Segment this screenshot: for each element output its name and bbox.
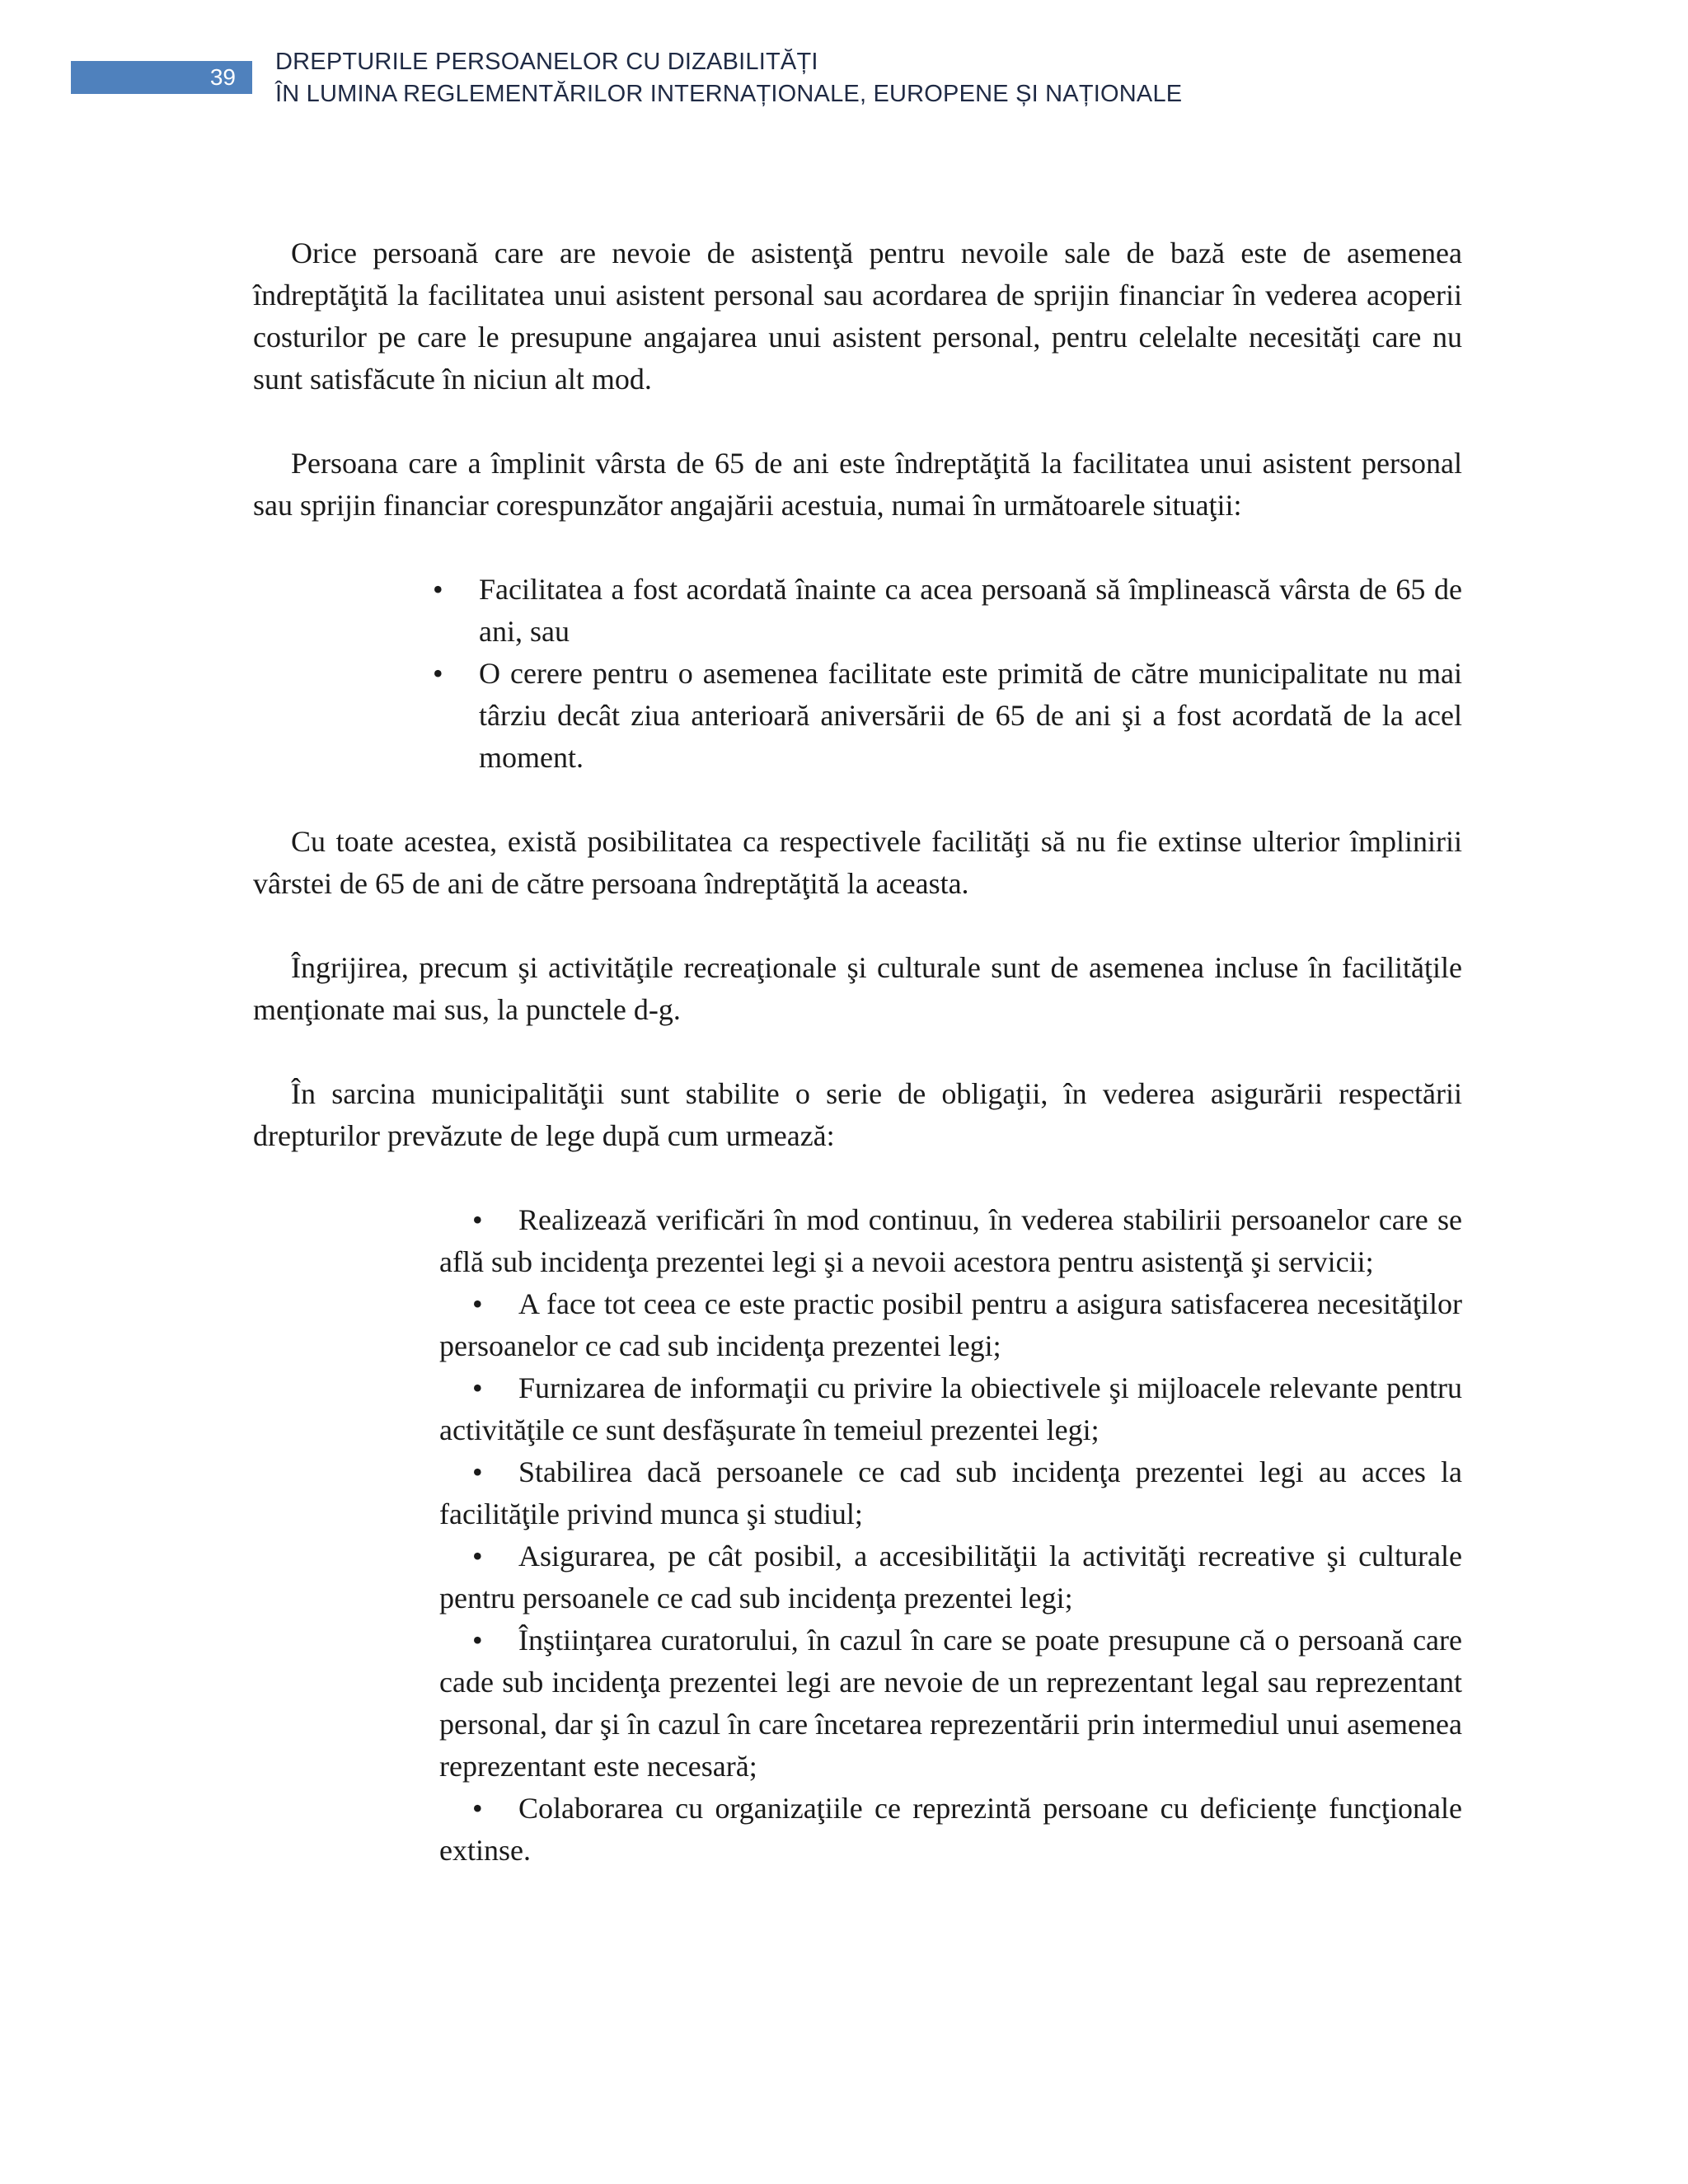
list-item [439, 1199, 1462, 1283]
header-title-line-2: ÎN LUMINA REGLEMENTĂRILOR INTERNAȚIONALE, EUROPENE ȘI NAȚIONALE [275, 81, 1183, 107]
list-item [433, 653, 1462, 779]
list-item-text: Realizează verificări în mod continuu, în vederea stabilirii persoanelor care se află sub incidenţa prezentei legi şi a nevoii acestora pentru asistenţă şi servicii; [439, 1203, 1462, 1278]
bullet-icon: • [472, 1203, 483, 1236]
paragraph: Orice persoană care are nevoie de asistenţă pentru nevoile sale de bază este de asemenea îndreptăţită la facilitatea unui asistent personal sau acordarea de sprijin financiar în vederea acoperii costurilor pe care le presupune angajarea unui asistent personal, pentru celelalte necesităţi care nu sunt satisfăcute în niciun alt mod. [253, 237, 1462, 396]
bullet-icon: • [472, 1287, 483, 1320]
list-item [433, 569, 1462, 653]
list-item-text: Facilitatea a fost acordată înainte ca acea persoană să împlinească vârsta de 65 de ani, sau [479, 573, 1462, 648]
bullet-icon: • [433, 573, 443, 606]
bullet-icon: • [472, 1792, 483, 1825]
bullet-icon: • [472, 1455, 483, 1488]
paragraph: Persoana care a împlinit vârsta de 65 de ani este îndreptăţită la facilitatea unui asistent personal sau sprijin financiar corespunzător angajării acestuia, numai în următoarele situaţii: [253, 447, 1462, 522]
paragraph: Cu toate acestea, există posibilitatea ca respectivele facilităţi să nu fie extinse ulterior împlinirii vârstei de 65 de ani de către persoana îndreptăţită la aceasta. [253, 825, 1462, 900]
bullet-list-obligatii [439, 1199, 1462, 1872]
list-item-text: A face tot ceea ce este practic posibil pentru a asigura satisfacerea necesităţilor persoanelor ce cad sub incidenţa prezentei legi; [439, 1287, 1462, 1362]
bullet-icon: • [433, 657, 443, 690]
header-title-line-1: DREPTURILE PERSOANELOR CU DIZABILITĂȚI [275, 49, 818, 75]
bullet-icon: • [472, 1540, 483, 1572]
list-item [439, 1451, 1462, 1535]
list-item [439, 1535, 1462, 1619]
list-item-text: Asigurarea, pe cât posibil, a accesibilităţii la activităţi recreative şi culturale pentru persoanele ce cad sub incidenţa prezentei legi; [439, 1540, 1462, 1615]
paragraph: În sarcina municipalităţii sunt stabilite o serie de obligaţii, în vederea asigurării respectării drepturilor prevăzute de lege după cum urmează: [253, 1077, 1462, 1152]
list-item-text: O cerere pentru o asemenea facilitate este primită de către municipalitate nu mai târziu decât ziua anterioară aniversării de 65 de ani şi a fost acordată de la acel moment. [479, 657, 1462, 774]
bullet-icon: • [472, 1371, 483, 1404]
list-item-text: Furnizarea de informaţii cu privire la obiectivele şi mijloacele relevante pentru activităţile ce sunt desfăşurate în temeiul prezentei legi; [439, 1371, 1462, 1446]
list-item [439, 1367, 1462, 1451]
list-item-text: Stabilirea dacă persoanele ce cad sub incidenţa prezentei legi au acces la facilităţile privind munca şi studiul; [439, 1455, 1462, 1530]
list-item-text: Colaborarea cu organizaţiile ce reprezintă persoane cu deficienţe funcţionale extinse. [439, 1792, 1462, 1867]
bullet-icon: • [472, 1624, 483, 1657]
list-item [439, 1619, 1462, 1788]
page-body [253, 232, 1462, 1872]
paragraph: Îngrijirea, precum şi activităţile recreaţionale şi culturale sunt de asemenea incluse în facilităţile menţionate mai sus, la punctele d-g. [253, 951, 1462, 1026]
page-number: 39 [71, 61, 252, 94]
bullet-list-situatii [433, 569, 1462, 779]
list-item [439, 1788, 1462, 1872]
list-item [439, 1283, 1462, 1367]
running-header [275, 46, 1182, 110]
list-item-text: Înştiinţarea curatorului, în cazul în care se poate presupune că o persoană care cade sub incidenţa prezentei legi are nevoie de un reprezentant legal sau reprezentant personal, dar şi în cazul în care încetarea reprezentării prin intermediul unui asemenea reprezentant este necesară; [439, 1624, 1462, 1783]
